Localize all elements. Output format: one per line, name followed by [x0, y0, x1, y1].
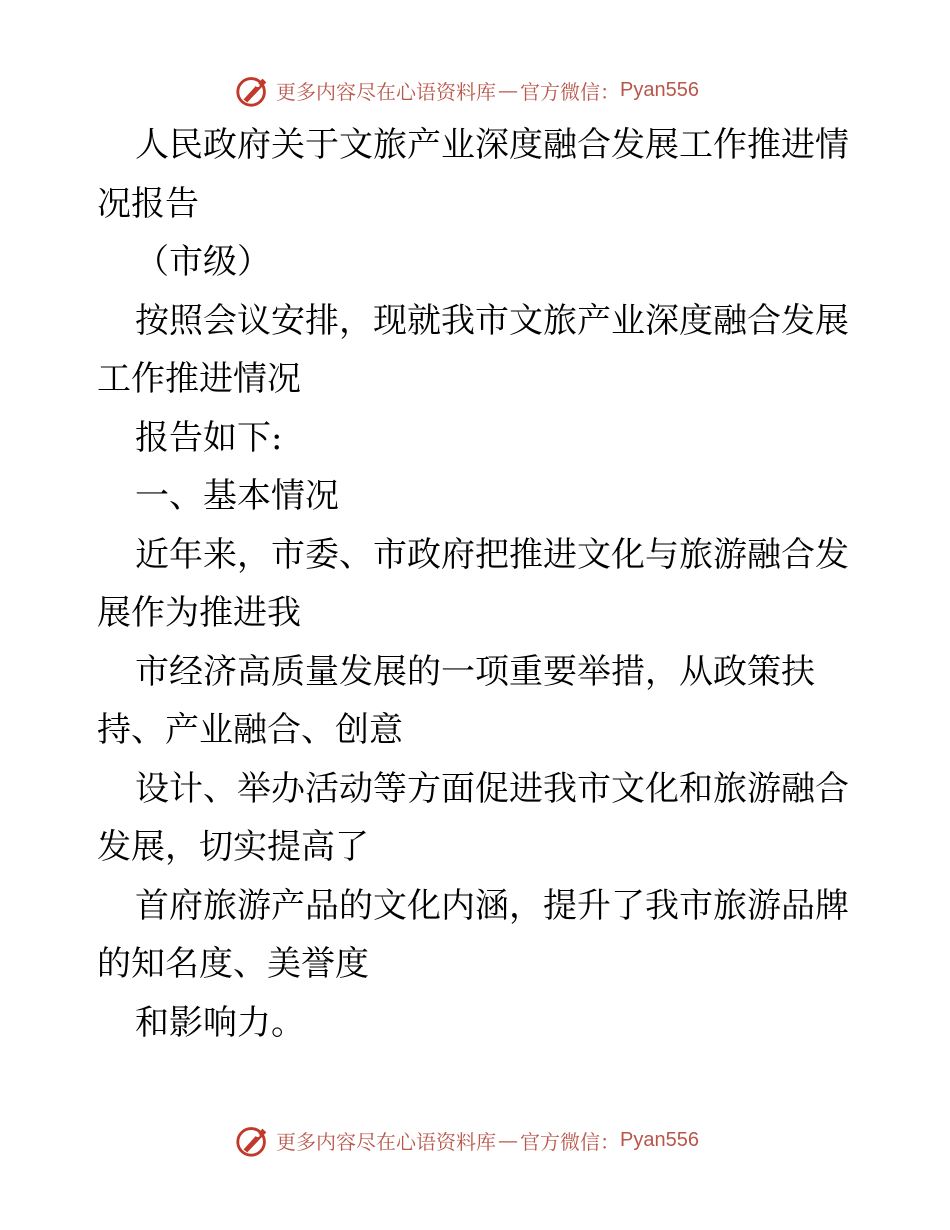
- section-heading: 一、基本情况: [135, 476, 339, 516]
- paragraph-line: 持、产业融合、创意: [97, 710, 403, 750]
- banner-main-text: 更多内容尽在心语资料库: [276, 79, 496, 104]
- banner-separator: —: [498, 1128, 518, 1152]
- paragraph-line: 工作推进情况: [97, 359, 301, 399]
- subtitle-level: （市级）: [135, 242, 271, 282]
- paragraph-line: 和影响力。: [135, 1002, 305, 1043]
- title-line-2: 况报告: [97, 183, 199, 224]
- banner-wechat-label: 官方微信：: [520, 79, 620, 104]
- banner-wechat-label: 官方微信：: [520, 1129, 620, 1154]
- paragraph-line: 设计、举办活动等方面促进我市文化和旅游融合: [135, 768, 849, 809]
- paragraph-line: 发展，切实提高了: [97, 827, 369, 867]
- header-watermark-banner: [234, 70, 699, 110]
- banner-main-text: 更多内容尽在心语资料库: [276, 1129, 496, 1154]
- paragraph-line: 按照会议安排，现就我市文旅产业深度融合发展: [135, 300, 849, 341]
- document-body: [97, 116, 857, 1052]
- footer-watermark-banner: [234, 1120, 699, 1160]
- paragraph-line: 展作为推进我: [97, 593, 301, 633]
- paragraph-line: 首府旅游产品的文化内涵，提升了我市旅游品牌: [135, 885, 849, 926]
- banner-wechat-id: Pyan556: [620, 1128, 699, 1151]
- banner-wechat-id: Pyan556: [620, 78, 699, 101]
- paragraph-line: 市经济高质量发展的一项重要举措，从政策扶: [135, 651, 815, 692]
- banner-separator: —: [498, 78, 518, 102]
- title-line-1: 人民政府关于文旅产业深度融合发展工作推进情: [135, 125, 849, 165]
- pen-nib-circle-icon: [234, 71, 272, 109]
- paragraph-line: 的知名度、美誉度: [97, 944, 369, 984]
- pen-nib-circle-icon: [234, 1121, 272, 1159]
- paragraph-line: 报告如下:: [135, 417, 283, 458]
- paragraph-line: 近年来，市委、市政府把推进文化与旅游融合发: [135, 534, 849, 575]
